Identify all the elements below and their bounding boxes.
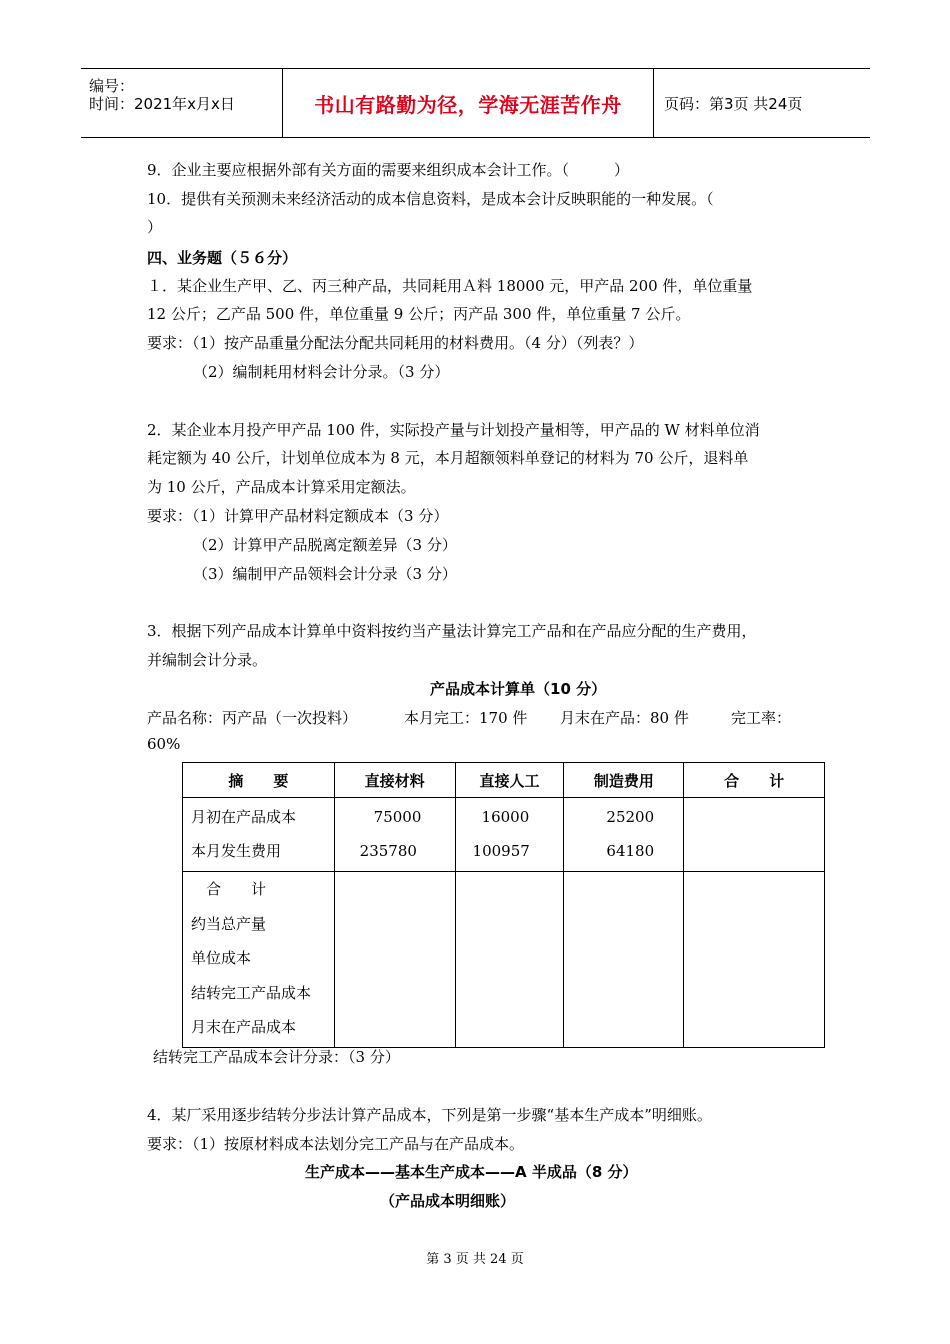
overhead-current: 64180 [606, 842, 655, 860]
problem-4-req-1: 要求：（1）按原材料成本法划分完工产品与在产品成本。 [147, 1135, 525, 1153]
cost-sheet-title: 产品成本计算单（10 分） [430, 680, 607, 698]
question-10: 10．提供有关预测未来经济活动的成本信息资料，是成本会计反映职能的一种发展。（ [147, 190, 714, 208]
page-header [81, 68, 870, 138]
problem-2-req-2: （2）计算甲产品脱离定额差异（3 分） [193, 536, 457, 554]
header-motto: 书山有路勤为径，学海无涯苦作舟 [283, 69, 654, 137]
problem-3-line-1: 3．根据下列产品成本计算单中资料按约当产量法计算完工产品和在产品应分配的生产费用， [147, 622, 757, 640]
row-label-current-cost: 本月发生费用 [191, 842, 282, 860]
page-footer: 第 3 页 共 24 页 [426, 1252, 524, 1267]
problem-1-req-1: 要求：（1）按产品重量分配法分配共同耗用的材料费用。（4 分）（列表？） [147, 334, 644, 352]
problem-3-line-2: 并编制会计分录。 [147, 651, 268, 669]
section-4-heading: 四、业务题（５６分） [147, 249, 298, 267]
material-opening: 75000 [373, 808, 422, 826]
row-label-total: 合 计 [191, 880, 267, 898]
cost-calculation-table [182, 762, 825, 1048]
header-page-info: 页码：第3页 共24页 [664, 94, 803, 113]
question-10-cont: ） [147, 218, 163, 236]
problem-2-req-1: 要求：（1）计算甲产品材料定额成本（3 分） [147, 507, 449, 525]
question-9: 9．企业主要应根据外部有关方面的需要来组织成本会计工作。（ ） [147, 161, 630, 179]
journal-entry-prompt: 结转完工产品成本会计分录：（3 分） [153, 1048, 400, 1066]
ledger-subtitle: （产品成本明细账） [380, 1192, 516, 1210]
col-header-labor: 直接人工 [455, 763, 564, 798]
labor-blank [455, 872, 564, 1048]
problem-2-req-3: （3）编制甲产品领料会计分录（3 分） [193, 565, 457, 583]
table-header-row [183, 763, 825, 798]
product-name: 产品名称：丙产品（一次投料） [147, 709, 358, 727]
col-header-summary: 摘 要 [183, 763, 335, 798]
material-blank [334, 872, 455, 1048]
problem-2-line-3: 为 10 公斤，产品成本计算采用定额法。 [147, 478, 416, 496]
problem-1-line-2: 12 公斤；乙产品 500 件，单位重量 9 公斤；丙产品 300 件，单位重量 7 公斤。 [147, 305, 691, 323]
row-label-unit-cost: 单位成本 [191, 949, 252, 967]
material-values [334, 798, 455, 872]
row-label-ending-wip: 月末在产品成本 [191, 1018, 297, 1036]
row-labels-bottom [183, 872, 335, 1048]
problem-2-line-2: 耗定额为 40 公斤，计划单位成本为 8 元，本月超额领料单登记的材料为 70 公斤，退料单 [147, 449, 749, 467]
col-header-overhead: 制造费用 [564, 763, 684, 798]
row-label-equivalent-units: 约当总产量 [191, 914, 267, 933]
problem-2-line-1: 2．某企业本月投产甲产品 100 件，实际投产量与计划投产量相等，甲产品的 W 材料单位消 [147, 421, 760, 439]
labor-opening: 16000 [481, 808, 530, 826]
completed-units: 本月完工：170 件 [404, 709, 528, 727]
ledger-title: 生产成本——基本生产成本——A 半成品（8 分） [305, 1163, 638, 1181]
doc-time-label: 时间：2021年x月x日 [89, 95, 235, 113]
header-meta [81, 69, 283, 137]
labor-current: 100957 [472, 842, 530, 860]
total-values-top [684, 798, 825, 872]
completion-rate-label: 完工率： [731, 709, 792, 727]
problem-4-line-1: 4．某厂采用逐步结转分步法计算产品成本，下列是第一步骤“基本生产成本”明细账。 [147, 1106, 712, 1124]
material-current: 235780 [359, 842, 417, 860]
row-label-opening-wip: 月初在产品成本 [191, 808, 297, 826]
labor-values [455, 798, 564, 872]
wip-units: 月末在产品：80 件 [560, 709, 689, 727]
table-row [183, 872, 825, 1048]
overhead-values [564, 798, 684, 872]
doc-number-label: 编号： [89, 77, 135, 95]
table-row [183, 798, 825, 872]
overhead-blank [564, 872, 684, 1048]
col-header-material: 直接材料 [334, 763, 455, 798]
total-blank [684, 872, 825, 1048]
problem-1-line-1: １．某企业生产甲、乙、丙三种产品，共同耗用Ａ料 18000 元，甲产品 200 件，单位重量 [147, 277, 753, 295]
problem-1-req-2: （2）编制耗用材料会计分录。（3 分） [193, 363, 450, 381]
row-label-finished-cost: 结转完工产品成本 [191, 983, 312, 1002]
row-labels-top [183, 798, 335, 872]
col-header-total: 合 计 [684, 763, 825, 798]
completion-rate-value: 60% [147, 735, 181, 753]
overhead-opening: 25200 [606, 808, 655, 826]
